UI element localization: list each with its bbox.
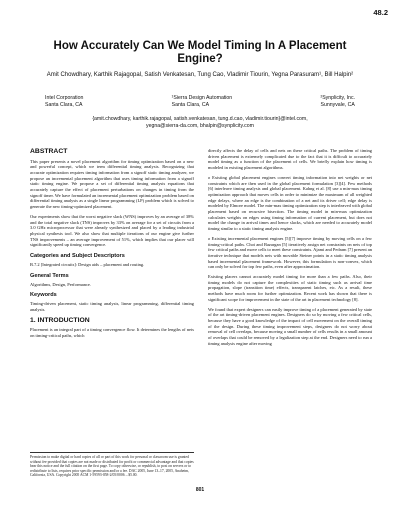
- introduction-text: Placement is an integral part of a timing convergence flow. It determines the lengths of nets on timing-critical paths, which: [30, 327, 194, 339]
- affiliation-name: Intel Corporation: [45, 95, 84, 101]
- keywords-heading: Keywords: [30, 292, 57, 299]
- categories-heading: Categories and Subject Descriptors: [30, 253, 125, 260]
- page-number: 48.2: [373, 8, 388, 17]
- abstract-paragraph-2: Our experiments show that the worst negative slack (WNS) improves by an average of 38% and the total negative slack (TNS) improves by 33% on average for a set of circuits from a 3.0 GHz microprocessor that were already synthesized and placed by a leading industrial physical synthesis tool. We also show that multiple iterations of our engine give further TNS improvements – an average improvement of 51%, which implies that our placer will significantly speed up timing convergence.: [30, 213, 194, 248]
- abstract-paragraph-1: This paper presents a novel placement algorithm for timing optimization based on a new and powerful concept, which we term differential timing analysis. Recognizing that accurate optimization requires timing information from a signoff static timing analyzer, we propose an incremental placement algorithm that uses timing information from a signoff static timing engine. We propose a set of differential timing analysis equations that accurately capture the effect of placement perturbations on changes in timing from the signoff timer. We have formulated an incremental placement optimization problem based on differential timing analysis as a single linear programming (LP) problem which is solved to generate the new timing-optimized placement.: [30, 158, 194, 210]
- body-paragraph-5: We found that expert designers can easily improve timing of a placement generated by state of the art timing-driven placement engines. Designers do so by moving a few critical cells, because they have a good knowledge of the impact of cell movement on the overall timing of the design. During these timing improvement steps, designers do not worry about removal of cell overlaps, because moving a small number of cells results in a small amount of overlaps that could be removed by a legalization step at the end. Designers need to run a timing analysis engine after moving: [208, 306, 372, 346]
- categories-text: B.7.2 [Integrated circuits]: Design aids – placement and routing.: [30, 262, 145, 268]
- author-list: Amit Chowdhary, Karthik Rajagopal, Satish Venkatesan, Tung Cao, Vladimir Tiourin, Yegna Parasuram¹, Bill Halpin²: [46, 72, 354, 78]
- right-column: [208, 148, 372, 351]
- body-paragraph-2: o Existing global placement engines convert timing information into net weights or net constraints which are then used in the global placement formulation [3][4]. Few methods [6] interleave timing analysis and global placement. Kahng et al. [8] use a min-max timing optimization approach that moves cells in order to minimize the maximum of all weighted edge delays, where an edge is the combination of a net and its driver cell; edge delay is modeled by Elmore model. The min-max timing optimization step is interleaved with global placement based on recursive bisection. The timing model in min-max optimization calculates weights on edges using timing information of current placement, but does not model the change in arrival times and hence slacks, which are needed to accurately model timing similar to a static timing analysis engine.: [208, 174, 372, 232]
- paper-title: How Accurately Can We Model Timing In A Placement Engine?: [53, 40, 347, 65]
- affiliation-name: ¹Sierra Design Automation: [171, 95, 233, 101]
- affiliation-3: [320, 95, 355, 108]
- affiliations: [45, 95, 355, 108]
- general-terms-text: Algorithms, Design, Performance.: [30, 281, 92, 287]
- emails-line-2: yegna@sierra-da.com, bhalpin@synplicity.com: [146, 122, 254, 129]
- abstract-heading: ABSTRACT: [30, 148, 68, 155]
- author-emails: [20, 116, 380, 129]
- introduction-heading: 1. INTRODUCTION: [30, 316, 90, 324]
- copyright-notice: Permission to make digital or hard copies of all or part of this work for personal or classroom use is granted without fee provided that copies are not made or distributed for profit or commercial advantage and that copies bear this notice and the full citation on the first page. To copy otherwise, or republish, to post on servers or to redistribute to lists, requires prior specific permission and/or a fee. DAC 2005, June 13–17, 2005, Anaheim, California, USA. Copyright 2005 ACM 1-59593-058-2/05/0006 ...$5.00.: [30, 452, 194, 478]
- affiliation-city: Santa Clara, CA: [171, 101, 210, 108]
- left-column: [30, 148, 194, 343]
- affiliation-1: [45, 95, 83, 108]
- affiliation-city: Santa Clara, CA: [45, 101, 83, 108]
- body-paragraph-1: directly affects the delay of cells and nets on these critical paths. The problem of timing driven placement is extremely complicated due to the fact that it is difficult to accurately model timing as a function of the placement of cells. We briefly explain how timing is modeled in existing placement algorithms.: [208, 148, 372, 171]
- body-paragraph-4: Existing placers cannot accurately model timing for more than a few paths. Also, their timing models do not capture the complexities of static timing such as arrival time propagation, slope (transition time) effects, transparent latches, etc. As a result, these methods have much room for further optimization. Recent work has shown that there is significant scope for improvement in the state of the art in placement technology [8].: [208, 274, 372, 302]
- general-terms-heading: General Terms: [30, 272, 69, 279]
- affiliation-city: Sunnyvale, CA: [320, 101, 355, 108]
- emails-line-1: {amit.chowdhary, karthik.rajagopal, satish.venkatesan, tung.d.cao, vladimir.tiourin}@intel.com,: [92, 116, 308, 122]
- body-paragraph-3: o Existing incremental placement engines [5][7] improve timing by moving cells on a few timing-critical paths. Choi and Bazargan [5] iteratively assign net constraints on nets of top few critical paths and move cells to meet these constraints. Ajami and Pedram [7] present an iterative technique that models nets with movable Steiner points in a static timing analysis based incremental placement framework. However, this formulation is non-convex, which can only be solved for top few paths, even after approximation.: [208, 235, 372, 270]
- keywords-text: Timing-driven placement, static timing analysis, linear programming, differential timing analysis.: [30, 301, 194, 313]
- affiliation-2: [172, 95, 233, 108]
- footer-page-number: 801: [195, 487, 205, 493]
- affiliation-name: ²Synplicity, Inc.: [320, 95, 355, 101]
